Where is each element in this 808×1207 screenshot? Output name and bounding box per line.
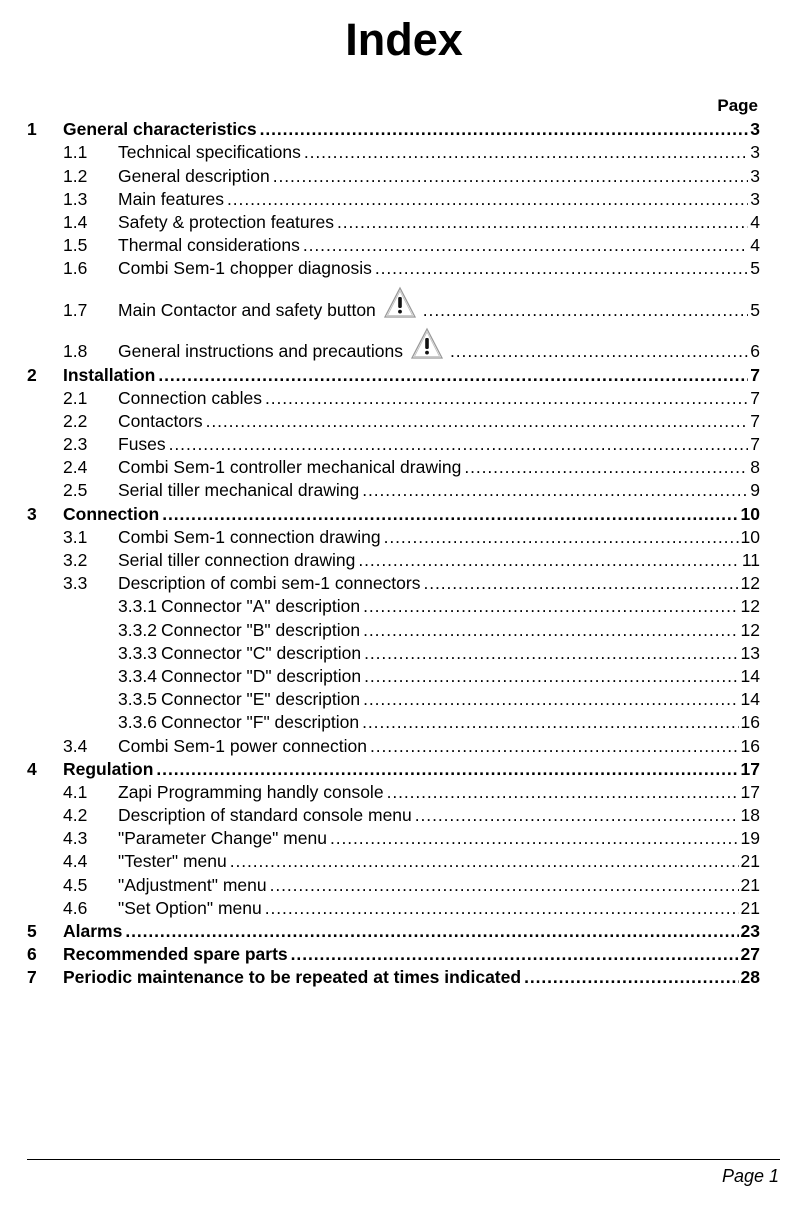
toc-entry-title: Technical specifications <box>118 142 301 163</box>
toc-entry[interactable] <box>27 595 760 618</box>
toc-entry-page: 4 <box>750 235 760 256</box>
toc-entry-title: "Tester" menu <box>118 851 227 872</box>
toc-entry-number: 4.5 <box>63 874 88 895</box>
toc-dot-leader <box>125 920 738 943</box>
toc-entry[interactable] <box>27 642 760 665</box>
toc-entry-page: 12 <box>740 596 760 617</box>
toc-entry-number: 1 <box>27 119 37 140</box>
toc-dot-leader <box>375 257 748 280</box>
toc-entry-title: Combi Sem-1 chopper diagnosis <box>118 258 372 279</box>
toc-dot-leader <box>169 433 749 456</box>
toc-entry[interactable] <box>27 322 760 364</box>
toc-entry[interactable] <box>27 234 760 257</box>
toc-entry-page: 18 <box>740 805 760 826</box>
toc-entry-number: 7 <box>27 967 37 988</box>
toc-entry[interactable] <box>27 873 760 896</box>
toc-entry[interactable] <box>27 433 760 456</box>
toc-entry-number: 3.3.1 <box>118 596 157 617</box>
toc-entry-number: 1.1 <box>63 142 88 163</box>
toc-dot-leader <box>227 188 748 211</box>
toc-entry[interactable] <box>27 572 760 595</box>
toc-entry-page: 21 <box>740 874 760 895</box>
toc-entry-number: 4.2 <box>63 805 88 826</box>
toc-entry-page: 27 <box>740 944 760 965</box>
toc-dot-leader <box>273 165 749 188</box>
toc-entry-title: Main Contactor and safety button <box>118 299 376 320</box>
toc-entry-number: 2.1 <box>63 387 88 408</box>
toc-entry[interactable] <box>27 280 760 322</box>
toc-entry-title: Fuses <box>118 434 166 455</box>
toc-entry[interactable] <box>27 850 760 873</box>
toc-entry-number: 4.1 <box>63 781 88 802</box>
toc-entry-page: 8 <box>750 457 760 478</box>
toc-entry-title: Recommended spare parts <box>63 944 288 965</box>
toc-entry-page: 17 <box>740 781 760 802</box>
toc-entry-page: 3 <box>750 142 760 163</box>
toc-entry[interactable] <box>27 920 760 943</box>
toc-entry[interactable] <box>27 118 760 141</box>
toc-dot-leader <box>260 118 749 141</box>
toc-entry-number: 5 <box>27 921 37 941</box>
toc-entry-number: 3.3.6 <box>118 712 157 733</box>
toc-entry-page: 3 <box>750 119 760 140</box>
toc-entry-title: Contactors <box>118 410 203 431</box>
toc-entry-page: 6 <box>750 341 760 362</box>
toc-entry-title: Periodic maintenance to be repeated at times indicated <box>63 967 522 988</box>
toc-dot-leader <box>303 234 748 257</box>
toc-dot-leader <box>362 479 748 502</box>
toc-entry-number: 1.6 <box>63 258 88 279</box>
toc-dot-leader <box>524 966 738 989</box>
toc-entry-title: "Adjustment" menu <box>118 874 267 895</box>
toc-entry[interactable] <box>27 897 760 920</box>
toc-entry-title: Serial tiller mechanical drawing <box>118 480 360 501</box>
toc-entry-number: 3.3.5 <box>118 689 157 710</box>
toc-dot-leader <box>363 688 738 711</box>
toc-entry-page: 7 <box>750 434 760 455</box>
toc-entry-number: 3 <box>27 503 37 524</box>
toc-entry-number: 3.3.4 <box>118 665 157 686</box>
toc-entry-page: 7 <box>750 387 760 408</box>
toc-entry-page: 3 <box>750 188 760 209</box>
toc-dot-leader <box>304 141 748 164</box>
footer-divider <box>27 1159 780 1160</box>
toc-entry[interactable] <box>27 387 760 410</box>
toc-entry-page: 19 <box>740 828 760 849</box>
toc-dot-leader <box>230 850 739 873</box>
toc-entry-title: Connector "F" description <box>160 712 360 733</box>
toc-dot-leader <box>464 456 748 479</box>
toc-entry-title: Zapi Programming handly console <box>118 781 384 802</box>
toc-entry-number: 2.5 <box>63 480 88 501</box>
toc-entry-number: 1.7 <box>63 299 88 320</box>
toc-entry-title: Description of standard console menu <box>118 805 412 826</box>
toc-entry[interactable] <box>27 688 760 711</box>
toc-entry-page: 10 <box>740 526 760 547</box>
toc-entry-number: 1.8 <box>63 341 88 362</box>
toc-entry[interactable] <box>27 943 760 966</box>
toc-entry-title: Main features <box>118 188 225 209</box>
toc-entry-title: Connector "E" description <box>160 689 361 710</box>
toc-entry-number: 3.3 <box>63 573 88 594</box>
toc-dot-leader <box>337 211 748 234</box>
toc-entry-page: 5 <box>750 258 760 279</box>
toc-entry[interactable] <box>27 665 760 688</box>
toc-entry[interactable] <box>27 618 760 641</box>
toc-entry-page: 23 <box>740 921 760 941</box>
toc-entry-title: Alarms <box>63 921 123 941</box>
toc-entry-title: Combi Sem-1 power connection <box>118 735 368 756</box>
toc-entry-title: Regulation <box>63 758 154 779</box>
toc-entry-number: 4.4 <box>63 851 88 872</box>
toc-entry-number: 1.2 <box>63 165 88 186</box>
page-column-header: Page <box>717 96 758 115</box>
toc-entry-number: 2 <box>27 364 37 385</box>
toc-entry-title: Combi Sem-1 controller mechanical drawing <box>118 457 462 478</box>
toc-dot-leader <box>423 299 748 322</box>
toc-entry-page: 4 <box>750 211 760 232</box>
toc-entry-number: 3.3.2 <box>118 619 157 640</box>
toc-entry-title: Connector "B" description <box>160 619 361 640</box>
toc-entry[interactable] <box>27 734 760 757</box>
toc-entry-page: 14 <box>740 689 760 710</box>
toc-entry-title: General characteristics <box>63 119 257 140</box>
toc-entry[interactable] <box>27 549 760 572</box>
toc-entry-number: 1.5 <box>63 235 88 256</box>
toc-entry-page: 21 <box>740 897 760 918</box>
toc-entry[interactable] <box>27 711 760 734</box>
toc-entry-number: 6 <box>27 944 37 965</box>
toc-dot-leader <box>330 827 739 850</box>
toc-entry-number: 4 <box>27 758 37 779</box>
toc-entry[interactable] <box>27 804 760 827</box>
toc-entry-title: Connector "D" description <box>160 665 362 686</box>
toc-entry-number: 2.4 <box>63 457 88 478</box>
toc-entry-title: Installation <box>63 364 156 385</box>
toc-entry[interactable] <box>27 966 760 989</box>
toc-dot-leader <box>358 549 739 572</box>
toc-entry-title: Connection <box>63 503 160 524</box>
toc-dot-leader <box>362 711 738 734</box>
toc-entry-number: 3.4 <box>63 735 88 756</box>
toc-entry-number: 1.3 <box>63 188 88 209</box>
toc-entry-number: 4.6 <box>63 897 88 918</box>
toc-entry-title: Serial tiller connection drawing <box>118 550 356 570</box>
toc-dot-leader <box>265 387 748 410</box>
toc-entry[interactable] <box>27 479 760 502</box>
warning-icon <box>410 327 444 361</box>
toc-entry-number: 2.2 <box>63 410 88 431</box>
toc-entry-number: 4.3 <box>63 828 88 849</box>
footer-page-number: Page 1 <box>721 1166 779 1186</box>
toc-entry-page: 7 <box>750 364 760 385</box>
toc-entry-title: "Parameter Change" menu <box>118 828 327 849</box>
toc-dot-leader <box>387 781 739 804</box>
toc-entry-page: 16 <box>740 735 760 756</box>
toc-dot-leader <box>158 364 748 387</box>
toc-entry-page: 9 <box>750 480 760 501</box>
toc-entry-page: 12 <box>740 619 760 640</box>
toc-entry-page: 7 <box>750 410 760 431</box>
toc-dot-leader <box>384 526 739 549</box>
toc-dot-leader <box>450 340 748 363</box>
toc-entry[interactable] <box>27 781 760 804</box>
toc-entry-number: 3.1 <box>63 526 88 547</box>
toc-entry-title: General instructions and precautions <box>118 341 404 362</box>
table-of-contents <box>27 118 760 989</box>
toc-entry[interactable] <box>27 141 760 164</box>
toc-dot-leader <box>270 874 739 897</box>
toc-dot-leader <box>156 758 738 781</box>
toc-entry-page: 21 <box>740 851 760 872</box>
toc-entry-title: Description of combi sem-1 connectors <box>118 573 421 594</box>
toc-entry-page: 11 <box>741 550 760 570</box>
toc-dot-leader <box>206 410 749 433</box>
toc-entry-title: General description <box>118 165 270 186</box>
toc-entry-title: Connector "A" description <box>160 596 361 617</box>
toc-dot-leader <box>415 804 739 827</box>
toc-entry[interactable] <box>27 257 760 280</box>
toc-entry[interactable] <box>27 502 760 525</box>
toc-entry-page: 16 <box>740 712 760 733</box>
toc-dot-leader <box>363 595 738 618</box>
toc-entry-title: Connection cables <box>118 387 262 408</box>
toc-entry[interactable] <box>27 363 760 386</box>
toc-dot-leader <box>364 642 738 665</box>
toc-entry-page: 13 <box>740 642 760 663</box>
toc-entry[interactable] <box>27 526 760 549</box>
toc-entry-title: Connector "C" description <box>160 642 362 663</box>
toc-entry-page: 12 <box>740 573 760 594</box>
toc-entry[interactable] <box>27 827 760 850</box>
toc-entry-number: 2.3 <box>63 434 88 455</box>
toc-entry-title: Safety & protection features <box>118 211 334 232</box>
toc-entry[interactable] <box>27 758 760 781</box>
toc-entry[interactable] <box>27 164 760 187</box>
toc-entry-page: 10 <box>740 503 760 524</box>
toc-entry-title: Thermal considerations <box>118 235 300 256</box>
toc-dot-leader <box>364 665 738 688</box>
toc-entry-title: "Set Option" menu <box>118 897 262 918</box>
toc-dot-leader <box>265 897 739 920</box>
toc-entry-page: 17 <box>740 758 760 779</box>
toc-dot-leader <box>162 503 738 526</box>
toc-entry-page: 28 <box>740 967 760 988</box>
toc-entry[interactable] <box>27 410 760 433</box>
page-title: Index <box>345 14 463 65</box>
toc-entry-number: 1.4 <box>63 211 88 232</box>
toc-dot-leader <box>370 735 739 758</box>
toc-entry-number: 3.2 <box>63 550 88 570</box>
toc-entry[interactable] <box>27 211 760 234</box>
toc-entry-title: Combi Sem-1 connection drawing <box>118 526 381 547</box>
toc-entry-page: 5 <box>750 299 760 320</box>
toc-entry-number: 3.3.3 <box>118 642 157 663</box>
toc-dot-leader <box>363 619 738 642</box>
toc-entry[interactable] <box>27 188 760 211</box>
toc-entry-page: 3 <box>750 165 760 186</box>
toc-entry-page: 14 <box>740 665 760 686</box>
toc-dot-leader <box>423 572 738 595</box>
warning-icon <box>383 286 417 320</box>
toc-entry[interactable] <box>27 456 760 479</box>
toc-dot-leader <box>291 943 739 966</box>
